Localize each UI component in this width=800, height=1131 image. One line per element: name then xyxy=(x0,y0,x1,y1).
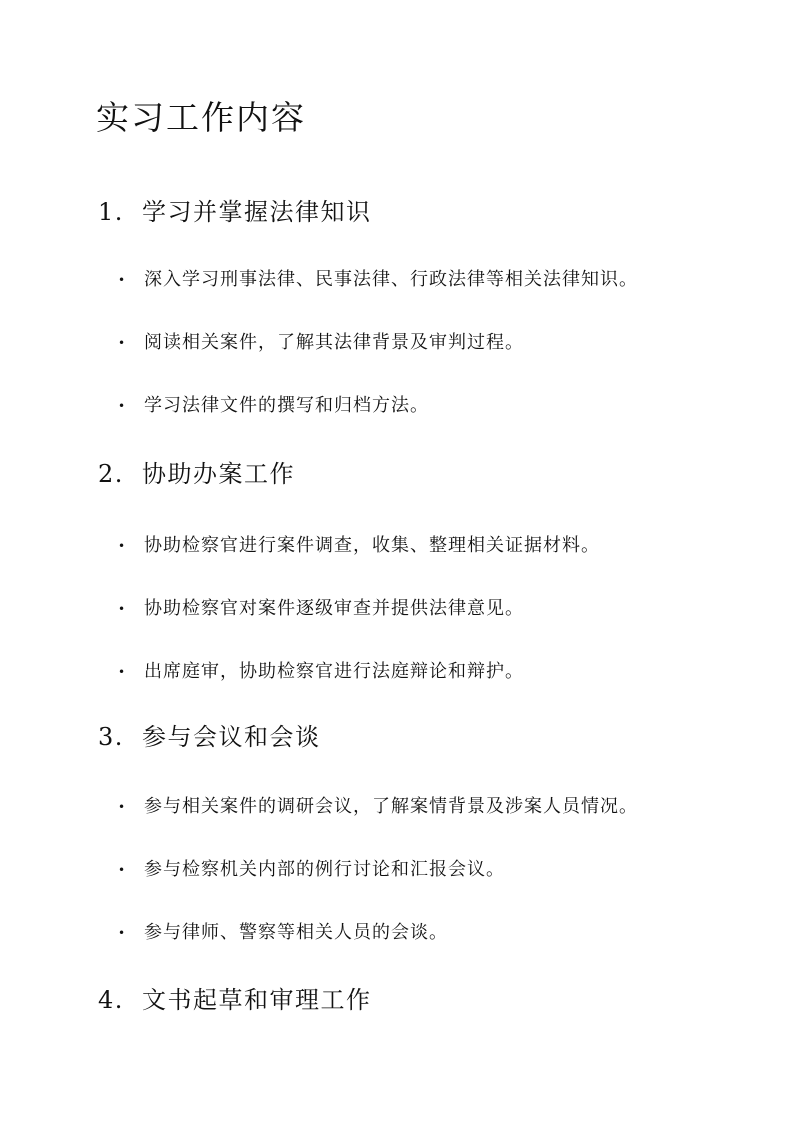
section-title: 学习并掌握法律知识 xyxy=(142,198,372,226)
list-item xyxy=(118,918,448,948)
section-title: 协助办案工作 xyxy=(142,460,295,488)
bullet-icon: • xyxy=(118,336,127,350)
list-item-text: 学习法律文件的撰写和归档方法。 xyxy=(144,395,429,416)
document-title: 实习工作内容 xyxy=(96,98,306,137)
bullet-icon: • xyxy=(118,800,127,814)
section-number: 4. xyxy=(98,986,124,1014)
list-item xyxy=(118,391,429,421)
list-item xyxy=(118,328,524,358)
list-item-text: 阅读相关案件，了解其法律背景及审判过程。 xyxy=(144,332,524,353)
bullet-icon: • xyxy=(118,273,127,287)
list-item-text: 参与相关案件的调研会议，了解案情背景及涉案人员情况。 xyxy=(144,796,638,817)
bullet-icon: • xyxy=(118,665,127,679)
bullet-icon: • xyxy=(118,399,127,413)
list-item-text: 参与检察机关内部的例行讨论和汇报会议。 xyxy=(144,859,505,880)
section-heading xyxy=(98,984,372,1016)
section-number: 1. xyxy=(98,198,124,226)
list-item-text: 协助检察官进行案件调查，收集、整理相关证据材料。 xyxy=(144,535,600,556)
list-item-text: 出席庭审，协助检察官进行法庭辩论和辩护。 xyxy=(144,661,524,682)
section-heading xyxy=(98,721,321,753)
bullet-icon: • xyxy=(118,926,127,940)
section-heading xyxy=(98,458,295,490)
list-item xyxy=(118,792,638,822)
section-number: 3. xyxy=(98,723,124,751)
section-number: 2. xyxy=(98,460,124,488)
section-heading xyxy=(98,196,372,228)
bullet-icon: • xyxy=(118,539,127,553)
list-item xyxy=(118,531,600,561)
list-item xyxy=(118,657,524,687)
list-item xyxy=(118,855,505,885)
list-item-text: 协助检察官对案件逐级审查并提供法律意见。 xyxy=(144,598,524,619)
section-title: 文书起草和审理工作 xyxy=(142,986,372,1014)
list-item xyxy=(118,265,638,295)
section-title: 参与会议和会谈 xyxy=(142,723,321,751)
bullet-icon: • xyxy=(118,863,127,877)
list-item-text: 深入学习刑事法律、民事法律、行政法律等相关法律知识。 xyxy=(144,269,638,290)
list-item-text: 参与律师、警察等相关人员的会谈。 xyxy=(144,922,448,943)
bullet-icon: • xyxy=(118,602,127,616)
list-item xyxy=(118,594,524,624)
